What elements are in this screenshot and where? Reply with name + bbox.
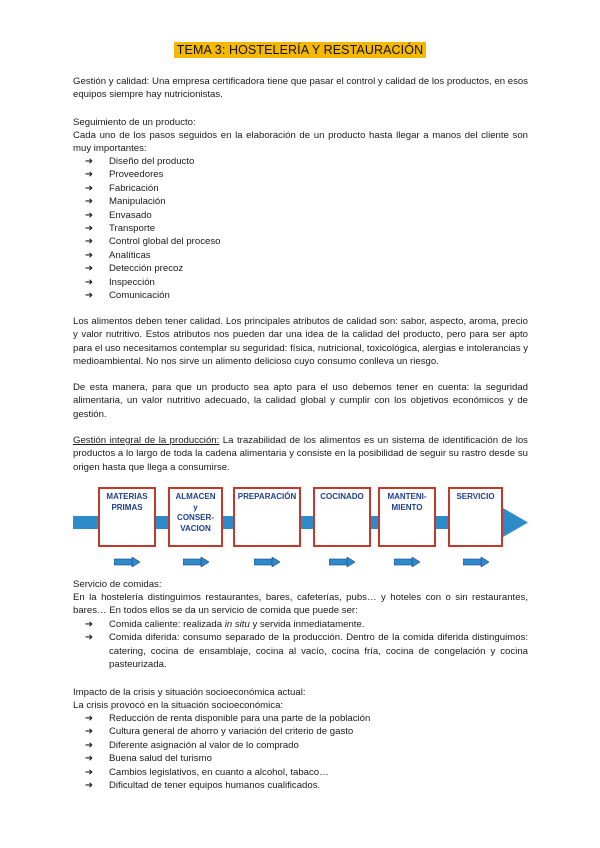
list-item bbox=[85, 631, 528, 671]
process-step-box bbox=[448, 487, 503, 547]
impacto-intro: La crisis provocó en la situación socioeconómica: bbox=[73, 700, 284, 711]
process-step-arrow-icon bbox=[114, 557, 140, 567]
process-diagram bbox=[73, 483, 528, 571]
list-item-text: Comida diferida: consumo separado de la producción. Dentro de la comida diferida distinguimos: catering, cocina de ensamblaje, cocina al vacío, cocina fría, cocina de congelación y cocina pasteurizada. bbox=[109, 632, 528, 671]
process-step-label-line: CONSER- bbox=[177, 513, 214, 522]
arrow-bullet-icon: ➔ bbox=[85, 753, 94, 765]
arrow-bullet-icon: ➔ bbox=[85, 290, 94, 302]
impacto-list bbox=[85, 712, 370, 792]
list-item bbox=[85, 618, 528, 631]
list-item bbox=[85, 766, 370, 779]
arrow-bullet-icon: ➔ bbox=[85, 632, 94, 644]
process-step-arrow-icon bbox=[463, 557, 489, 567]
process-step-label-line: ALMACEN bbox=[175, 492, 216, 501]
process-step-label-line: PRIMAS bbox=[111, 502, 143, 512]
title-wrap bbox=[0, 41, 600, 59]
process-step-label-line: MANTENI- bbox=[387, 492, 427, 501]
arrow-bullet-icon: ➔ bbox=[85, 156, 94, 167]
list-item bbox=[85, 712, 370, 725]
arrow-bullet-icon: ➔ bbox=[85, 249, 94, 261]
list-item bbox=[85, 779, 370, 792]
list-item bbox=[85, 182, 220, 195]
list-item-text: Manipulación bbox=[109, 196, 166, 208]
list-item-text: Inspección bbox=[109, 276, 155, 288]
arrow-bullet-icon: ➔ bbox=[85, 713, 94, 724]
list-item-text: Fabricación bbox=[109, 182, 159, 194]
process-step-label-line: SERVICIO bbox=[456, 492, 495, 501]
process-step-label-line: PREPARACIÓN bbox=[237, 492, 297, 501]
process-step-label-line: MATERIAS bbox=[106, 492, 148, 501]
process-step-label-line: MIENTO bbox=[391, 502, 423, 512]
process-step-label-line: y bbox=[193, 502, 198, 512]
list-item-text: Cambios legislativos, en cuanto a alcohol, tabaco… bbox=[109, 766, 329, 778]
list-item bbox=[85, 725, 370, 738]
list-item-text: Detección precoz bbox=[109, 263, 184, 275]
list-item-text: y servida inmediatamente. bbox=[249, 619, 365, 630]
list-item-text: Diferente asignación al valor de lo comprado bbox=[109, 739, 299, 751]
process-step-box bbox=[313, 487, 371, 547]
page-title: TEMA 3: HOSTELERÍA Y RESTAURACIÓN bbox=[174, 42, 426, 58]
list-item-text: Envasado bbox=[109, 209, 152, 221]
list-item-text: Diseño del producto bbox=[109, 156, 195, 167]
process-step-box bbox=[378, 487, 436, 547]
servicio-list bbox=[85, 618, 528, 672]
process-step-arrow-icon bbox=[394, 557, 420, 567]
list-item bbox=[85, 209, 220, 222]
impacto-heading: Impacto de la crisis y situación socioeconómica actual: bbox=[73, 687, 306, 698]
list-item bbox=[85, 276, 220, 289]
process-step-box bbox=[233, 487, 301, 547]
arrow-bullet-icon: ➔ bbox=[85, 276, 94, 288]
servicio-intro: En la hostelería distinguimos restaurantes, bares, cafeterías, pubs… y hoteles con o sin restaurantes, bares… En todos ellos se da un servicio de comida que puede ser: bbox=[73, 592, 528, 617]
process-step-label-line: COCINADO bbox=[320, 492, 364, 501]
seguimiento-heading: Seguimiento de un producto: bbox=[73, 117, 196, 128]
list-item-text: Reducción de renta disponible para una parte de la población bbox=[109, 713, 371, 724]
seguimiento-intro: Cada uno de los pasos seguidos en la elaboración de un producto hasta llegar a manos del cliente son muy importantes: bbox=[73, 130, 528, 155]
list-item bbox=[85, 262, 220, 275]
arrow-bullet-icon: ➔ bbox=[85, 223, 94, 235]
list-item bbox=[85, 155, 220, 168]
process-step-arrow-icon bbox=[183, 557, 209, 567]
process-main-arrow-head bbox=[503, 508, 528, 537]
arrow-bullet-icon: ➔ bbox=[85, 263, 94, 275]
seguimiento-list bbox=[85, 155, 220, 302]
list-item-emphasis: in situ bbox=[224, 619, 250, 630]
process-step-label-line: VACION bbox=[180, 523, 211, 533]
list-item-text: Analíticas bbox=[109, 249, 151, 261]
list-item bbox=[85, 739, 370, 752]
list-item-text: Cultura general de ahorro y variación del criterio de gasto bbox=[109, 726, 354, 738]
process-step-arrow-icon bbox=[329, 557, 355, 567]
process-step-box bbox=[168, 487, 223, 547]
arrow-bullet-icon: ➔ bbox=[85, 739, 94, 751]
arrow-bullet-icon: ➔ bbox=[85, 780, 94, 792]
arrow-bullet-icon: ➔ bbox=[85, 236, 94, 248]
integral-text: La trazabilidad de los alimentos es un sistema de identificación de los productos a lo largo de toda la cadena alimentaria y consiste en la posibilidad de seguir su rastro desde su origen hasta que llega a consumirse. bbox=[73, 435, 528, 473]
arrow-bullet-icon: ➔ bbox=[85, 766, 94, 778]
apto-paragraph: De esta manera, para que un producto sea apto para el uso debemos tener en cuenta: la seguridad alimentaria, un valor nutritivo adecuado, la calidad global y cumplir con los objetivos económicos y de gestión. bbox=[73, 382, 528, 420]
list-item-text: Transporte bbox=[109, 223, 156, 235]
list-item bbox=[85, 249, 220, 262]
integral-label: Gestión integral de la producción: bbox=[73, 435, 220, 446]
list-item-text: Dificultad de tener equipos humanos cualificados. bbox=[109, 780, 321, 792]
list-item-text: Comida caliente: realizada bbox=[109, 619, 225, 630]
list-item bbox=[85, 222, 220, 235]
list-item bbox=[85, 235, 220, 248]
list-item bbox=[85, 289, 220, 302]
list-item-text: Control global del proceso bbox=[109, 236, 221, 248]
process-step-arrow-icon bbox=[254, 557, 280, 567]
calidad-paragraph: Los alimentos deben tener calidad. Los principales atributos de calidad son: sabor, aspecto, aroma, precio y valor nutritivo. Estos atributos nos pueden dar una idea de la calidad del producto, pero para ser apto para el uso necesitamos contemplar su seguridad: física, nutricional, toxicológica, alergias e intolerancias y medioambiental. No nos sirve un alimento delicioso cuyo consumo conlleva un riesgo. bbox=[73, 316, 528, 368]
gestion-paragraph: Gestión y calidad: Una empresa certificadora tiene que pasar el control y calidad de los productos, en esos equipos siempre hay nutricionistas. bbox=[73, 76, 528, 101]
list-item-text: Comunicación bbox=[109, 290, 170, 302]
arrow-bullet-icon: ➔ bbox=[85, 196, 94, 208]
arrow-bullet-icon: ➔ bbox=[85, 619, 94, 630]
list-item bbox=[85, 195, 220, 208]
list-item-text: Buena salud del turismo bbox=[109, 753, 212, 765]
arrow-bullet-icon: ➔ bbox=[85, 169, 94, 181]
arrow-bullet-icon: ➔ bbox=[85, 726, 94, 738]
arrow-bullet-icon: ➔ bbox=[85, 182, 94, 194]
process-step-box bbox=[98, 487, 156, 547]
arrow-bullet-icon: ➔ bbox=[85, 209, 94, 221]
integral-paragraph bbox=[73, 434, 528, 474]
list-item-text: Proveedores bbox=[109, 169, 164, 181]
servicio-heading: Servicio de comidas: bbox=[73, 579, 162, 590]
list-item bbox=[85, 168, 220, 181]
list-item bbox=[85, 752, 370, 765]
